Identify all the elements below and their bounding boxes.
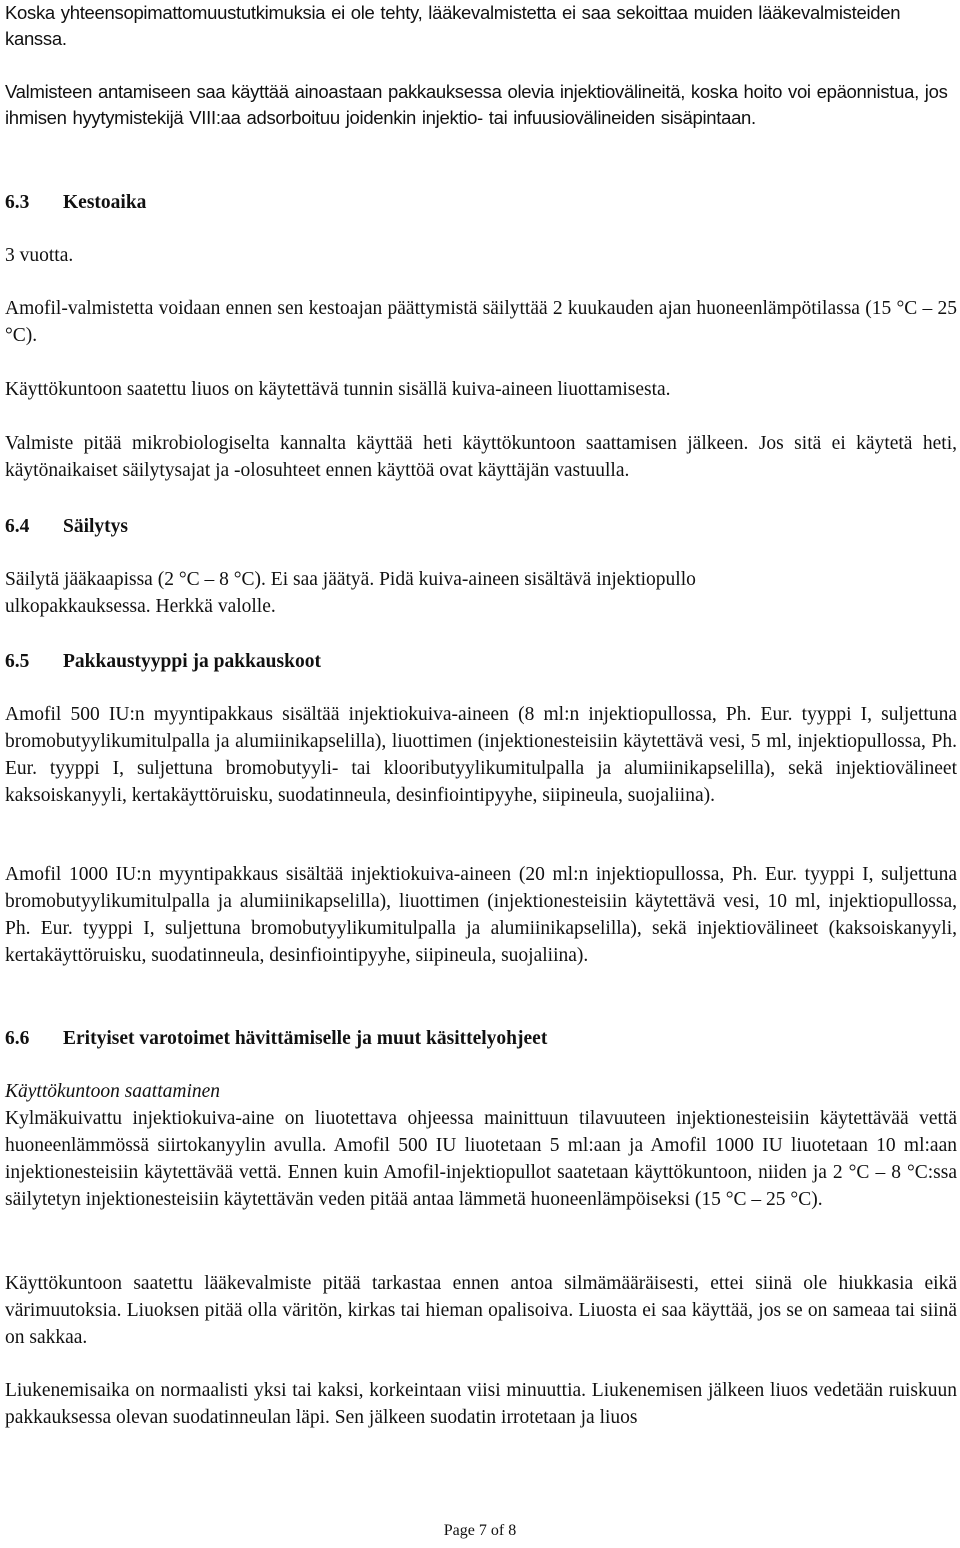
section-6-3-heading — [5, 189, 146, 216]
reconstitution-block — [5, 1078, 957, 1213]
section-number: 6.6 — [5, 1028, 30, 1049]
section-title: Säilytys — [63, 516, 129, 537]
section-title: Kestoaika — [63, 192, 147, 213]
incompatibility-paragraph: Koska yhteensopimattomuustutkimuksia ei ole tehty, lääkevalmistetta ei saa sekoittaa muiden lääkevalmisteiden kanssa. — [5, 2, 901, 49]
section-title: Erityiset varotoimet hävittämiselle ja muut käsittelyohjeet — [63, 1028, 548, 1049]
section-title: Pakkaustyyppi ja pakkauskoot — [63, 651, 321, 672]
administration-paragraph: Valmisteen antamiseen saa käyttää ainoastaan pakkauksessa olevia injektiovälineitä, koska hoito voi epäonnistua, jos ihmisen hyytymistekijä VIII:aa adsorboituu joidenkin injektio- tai infuusiovälineiden sisäpintaan. — [5, 81, 948, 128]
shelf-life-paragraph: 3 vuotta. — [5, 245, 74, 266]
pack-1000-paragraph: Amofil 1000 IU:n myyntipakkaus sisältää injektiokuiva-aineen (20 ml:n injektiopullossa, Ph. Eur. tyyppi I, suljettuna bromobutyylikumitulpalla ja alumiinikapselilla), liuottimen (injektionesteisiin käytettävä vesi, 10 ml, injektiopullossa, Ph. Eur. tyyppi I, suljettuna bromobutyylikumitulpalla ja alumiinikapselilla), sekä injektiovälineet (kaksoiskanyyli, kertakäyttöruisku, suodatinneula, desinfiointipyyhe, siipineula, suojaliina). — [5, 864, 957, 966]
storage-paragraph: Säilytä jääkaapissa (2 °C – 8 °C). Ei saa jäätyä. Pidä kuiva-aineen sisältävä injektiopullo ulkopakkauksessa. Herkkä valolle. — [5, 569, 696, 617]
reconstitution-paragraph: Kylmäkuivattu injektiokuiva-aine on liuotettava ohjeessa mainittuun tilavuuteen injektionesteisiin käytettävää vettä huoneenlämmössä siirtokanyylin avulla. Amofil 500 IU liuotetaan 5 ml:aan ja Amofil 1000 IU liuotetaan 10 ml:aan injektionesteisiin käytettävää vettä. Ennen kuin Amofil-injektiopullot saatetaan käyttökuntoon, niiden ja 2 °C – 8 °C:ssa säilytetyn injektionesteisiin käytettävän veden pitää antaa lämmetä huoneenlämpöiseksi (15 °C – 25 °C). — [5, 1108, 957, 1210]
section-6-6-heading — [5, 1025, 547, 1052]
reconstituted-use-paragraph: Käyttökuntoon saatettu liuos on käytettävä tunnin sisällä kuiva-aineen liuottamisesta. — [5, 379, 671, 400]
microbiological-paragraph: Valmiste pitää mikrobiologiselta kannalta käyttää heti käyttökuntoon saattamisen jälkeen. Jos sitä ei käytetä heti, käytönaikaiset säilytysajat ja -olosuhteet ennen käyttöä ovat käyttäjän vastuulla. — [5, 433, 957, 481]
section-number: 6.4 — [5, 516, 30, 537]
section-6-4-heading — [5, 513, 128, 540]
pack-500-paragraph: Amofil 500 IU:n myyntipakkaus sisältää injektiokuiva-aineen (8 ml:n injektiopullossa, Ph. Eur. tyyppi I, suljettuna bromobutyylikumitulpalla ja alumiinikapselilla), liuottimen (injektionesteisiin käytettävä vesi, 5 ml, injektiopullossa, Ph. Eur. tyyppi I, suljettuna bromobutyyli- tai klooributyylikumitulpalla ja alumiinikapselilla), sekä injektiovälineet kaksoiskanyyli, kertakäyttöruisku, suodatinneula, desinfiointipyyhe, siipineula, suojaliina). — [5, 704, 957, 806]
page-footer: Page 7 of 8 — [443, 1522, 517, 1539]
section-number: 6.5 — [5, 651, 30, 672]
room-temperature-paragraph: Amofil-valmistetta voidaan ennen sen kestoajan päättymistä säilyttää 2 kuukauden ajan huoneenlämpötilassa (15 °C – 25 °C). — [5, 298, 957, 346]
inspection-paragraph: Käyttökuntoon saatettu lääkevalmiste pitää tarkastaa ennen antoa silmämääräisesti, ettei siinä ole hiukkasia eikä värimuutoksia. Liuoksen pitää olla väritön, kirkas tai hieman opalisoiva. Liuosta ei saa käyttää, jos se on sameaa tai siinä on sakkaa. — [5, 1273, 957, 1348]
section-number: 6.3 — [5, 192, 30, 213]
section-6-5-heading — [5, 648, 321, 675]
reconstitution-subheading: Käyttökuntoon saattaminen — [5, 1081, 221, 1102]
dissolution-paragraph: Liukenemisaika on normaalisti yksi tai kaksi, korkeintaan viisi minuuttia. Liukenemisen jälkeen liuos vedetään ruiskuun pakkauksessa olevan suodatinneulan läpi. Sen jälkeen suodatin irrotetaan ja liuos — [5, 1380, 957, 1428]
